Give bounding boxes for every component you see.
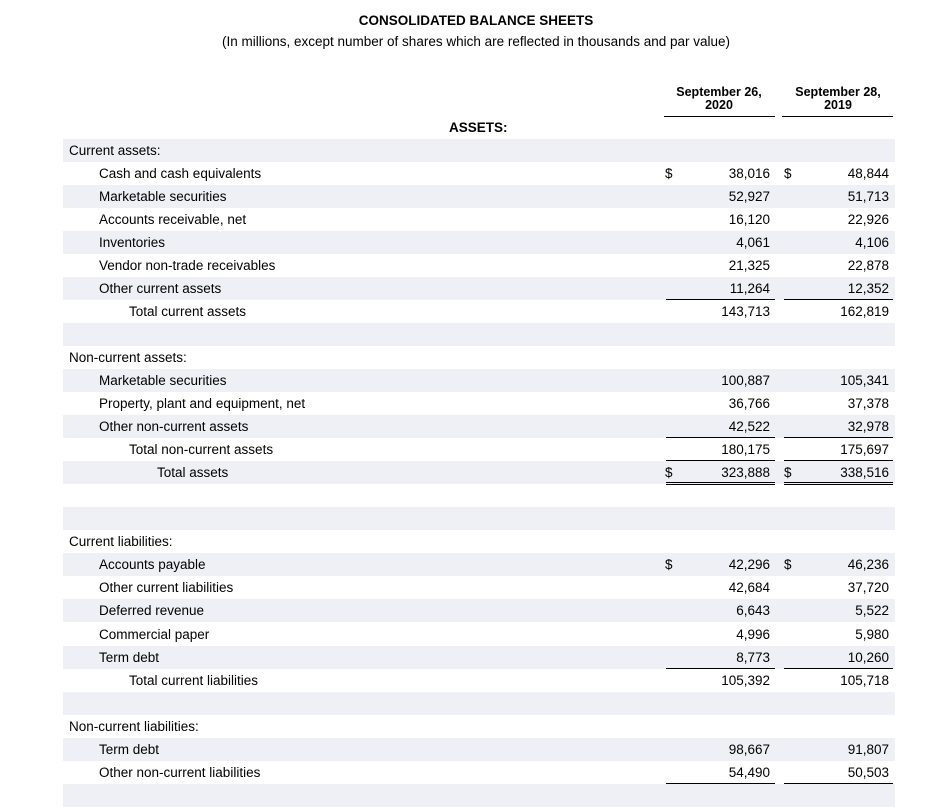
column-header-2019 — [779, 86, 897, 112]
row-label: Marketable securities — [99, 373, 227, 388]
table-row-spacer — [63, 484, 895, 507]
row-label: Vendor non-trade receivables — [99, 258, 276, 273]
value-2020: 42,684 — [728, 580, 770, 595]
table-row — [63, 669, 895, 692]
row-label: Accounts receivable, net — [99, 212, 247, 227]
column-header-line1: September 28, — [795, 85, 881, 99]
row-label: Current liabilities: — [69, 534, 173, 549]
table-row — [63, 208, 895, 231]
value-2020: 8,773 — [736, 650, 770, 665]
currency-symbol: $ — [665, 465, 673, 480]
subtotal-rule — [666, 437, 775, 438]
row-label: Non-current liabilities: — [69, 719, 199, 734]
table-row — [63, 530, 895, 553]
value-2019: 105,718 — [840, 673, 889, 688]
table-row — [63, 461, 895, 484]
value-2020: 38,016 — [728, 166, 770, 181]
value-2020: 42,296 — [728, 557, 770, 572]
table-row — [63, 185, 895, 208]
value-2020: 4,996 — [736, 627, 770, 642]
row-label: Other non-current assets — [99, 419, 249, 434]
value-2019: 4,106 — [855, 235, 889, 250]
value-2020: 143,713 — [721, 304, 770, 319]
table-row — [63, 231, 895, 254]
table-row — [63, 623, 895, 646]
statement-subtitle: (In millions, except number of shares which are reflected in thousands and par value) — [221, 34, 731, 49]
column-header-rule — [782, 116, 893, 117]
subtotal-rule — [666, 668, 775, 669]
value-2020: 98,667 — [728, 742, 770, 757]
currency-symbol: $ — [784, 465, 792, 480]
value-2019: 48,844 — [847, 166, 889, 181]
row-label: Current assets: — [69, 143, 161, 158]
table-row-spacer — [63, 323, 895, 346]
table-row — [63, 646, 895, 669]
row-label: Accounts payable — [99, 557, 206, 572]
table-row — [63, 738, 895, 761]
table-row-spacer — [63, 507, 895, 530]
currency-symbol: $ — [784, 166, 792, 181]
value-2020: 100,887 — [721, 373, 770, 388]
row-label: Deferred revenue — [99, 603, 205, 618]
table-row — [63, 415, 895, 438]
table-row — [63, 599, 895, 622]
value-2019: 12,352 — [847, 281, 889, 296]
table-row — [63, 576, 895, 599]
value-2020: 4,061 — [736, 235, 770, 250]
row-label: Total current assets — [129, 304, 247, 319]
value-2019: 5,522 — [855, 603, 889, 618]
column-header-line1: September 26, — [676, 85, 762, 99]
section-heading-assets: ASSETS: — [449, 120, 508, 135]
value-2019: 51,713 — [847, 189, 889, 204]
row-label: Term debt — [99, 742, 160, 757]
value-2019: 5,980 — [855, 627, 889, 642]
table-row-spacer — [63, 692, 895, 715]
subtotal-rule — [784, 783, 893, 784]
row-label: Other non-current liabilities — [99, 765, 261, 780]
total-double-rule — [666, 482, 775, 485]
row-label: Marketable securities — [99, 189, 227, 204]
table-row — [63, 346, 895, 369]
table-row — [63, 254, 895, 277]
value-2020: 52,927 — [728, 189, 770, 204]
table-row — [63, 553, 895, 576]
value-2019: 175,697 — [840, 442, 889, 457]
row-label: Inventories — [99, 235, 166, 250]
value-2019: 105,341 — [840, 373, 889, 388]
table-row-spacer — [63, 784, 895, 807]
value-2019: 162,819 — [840, 304, 889, 319]
value-2019: 338,516 — [840, 465, 889, 480]
value-2020: 21,325 — [728, 258, 770, 273]
value-2019: 32,978 — [847, 419, 889, 434]
value-2020: 42,522 — [728, 419, 770, 434]
table-row — [63, 139, 895, 162]
value-2019: 37,378 — [847, 396, 889, 411]
row-label: Non-current assets: — [69, 350, 187, 365]
subtotal-rule — [666, 299, 775, 300]
row-label: Total assets — [157, 465, 229, 480]
currency-symbol: $ — [665, 166, 673, 181]
row-label: Term debt — [99, 650, 160, 665]
row-label: Commercial paper — [99, 627, 210, 642]
subtotal-rule — [666, 460, 775, 461]
value-2020: 180,175 — [721, 442, 770, 457]
total-double-rule — [784, 482, 893, 485]
table-row — [63, 392, 895, 415]
currency-symbol: $ — [665, 557, 673, 572]
subtotal-rule — [666, 783, 775, 784]
table-row — [63, 438, 895, 461]
value-2019: 46,236 — [847, 557, 889, 572]
table-row — [63, 761, 895, 784]
column-header-2020 — [660, 86, 778, 112]
column-header-line2: 2020 — [705, 98, 733, 112]
column-header-rule — [664, 116, 775, 117]
value-2019: 22,878 — [847, 258, 889, 273]
value-2020: 11,264 — [729, 281, 770, 296]
row-label: Other current liabilities — [99, 580, 234, 595]
subtotal-rule — [784, 437, 893, 438]
row-label: Other current assets — [99, 281, 222, 296]
value-2019: 10,260 — [847, 650, 889, 665]
column-header-line2: 2019 — [824, 98, 852, 112]
value-2020: 16,120 — [728, 212, 770, 227]
table-row — [63, 369, 895, 392]
value-2019: 22,926 — [847, 212, 889, 227]
value-2020: 6,643 — [736, 603, 770, 618]
table-row — [63, 277, 895, 300]
value-2020: 54,490 — [728, 765, 770, 780]
subtotal-rule — [784, 299, 893, 300]
value-2020: 36,766 — [728, 396, 770, 411]
subtotal-rule — [784, 460, 893, 461]
statement-title: CONSOLIDATED BALANCE SHEETS — [358, 13, 594, 28]
row-label: Property, plant and equipment, net — [99, 396, 306, 411]
currency-symbol: $ — [784, 557, 792, 572]
value-2019: 91,807 — [847, 742, 889, 757]
value-2020: 105,392 — [721, 673, 770, 688]
table-row — [63, 162, 895, 185]
row-label: Total non-current assets — [129, 442, 274, 457]
table-row — [63, 300, 895, 323]
row-label: Cash and cash equivalents — [99, 166, 262, 181]
row-label: Total current liabilities — [129, 673, 259, 688]
value-2019: 37,720 — [847, 580, 889, 595]
subtotal-rule — [784, 668, 893, 669]
value-2020: 323,888 — [721, 465, 770, 480]
value-2019: 50,503 — [847, 765, 889, 780]
table-row — [63, 715, 895, 738]
